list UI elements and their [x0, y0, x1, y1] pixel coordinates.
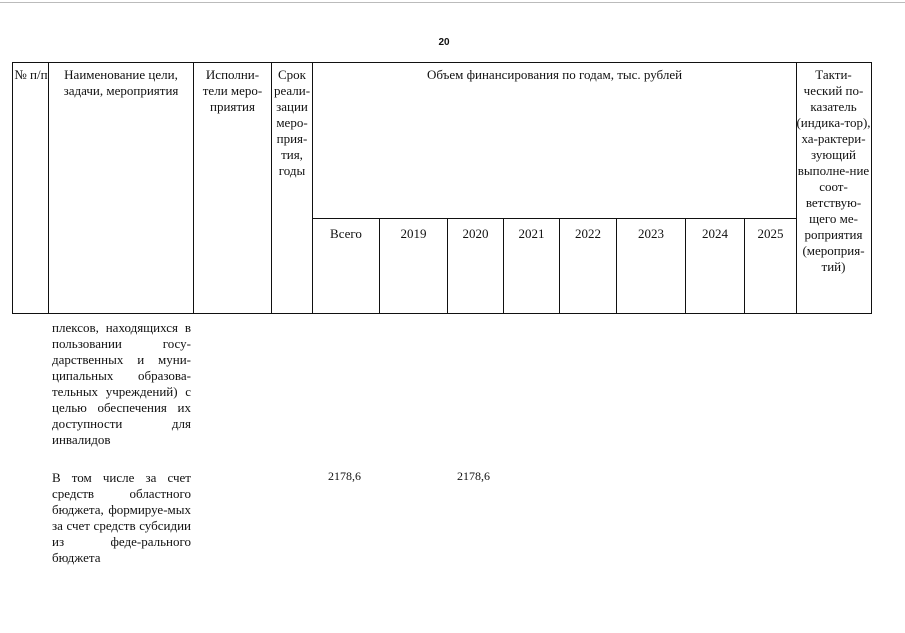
col-executors-header: Исполни-тели меро-приятия	[202, 67, 263, 114]
years-row-divider	[312, 218, 796, 219]
col-name-header: Наименование цели, задачи, мероприятия	[63, 67, 179, 98]
year-header-2025: 2025	[757, 226, 784, 241]
border-right	[871, 62, 872, 314]
row-regional-budget-name: В том числе за счет средств областного бюджета, формируе-мых за счет средств субсидии из феде-рального бюджета	[52, 470, 191, 565]
col-number-header: № п/п	[14, 67, 48, 82]
row-regional-budget-total: 2178,6	[328, 469, 361, 483]
divider-term	[312, 62, 313, 314]
row-measure-name-continued: плексов, находящихся в пользовании госу-дарственных и муни-ципальных образова-тельных учреждений) с целью обеспечения их доступности для инвалидов	[52, 320, 191, 447]
row-regional-budget-2020: 2178,6	[457, 469, 490, 483]
page-number: 20	[438, 37, 450, 48]
col-funding-header: Объем финансирования по годам, тыс. рублей	[426, 67, 683, 82]
col-term-header: Срок реали-зации меро-прия-тия, годы	[273, 67, 311, 178]
scan-top-rule	[0, 2, 905, 3]
header-bottom-border	[12, 313, 872, 314]
col-indicator-header: Такти-ческий по-казатель (индика-тор), ха-рактери-зующий выполне-ние соот-ветствую-щего ме-роприятия (мероприя-тий)	[796, 67, 871, 274]
header-top-border	[12, 62, 872, 63]
table-header	[12, 62, 872, 314]
border-left	[12, 62, 13, 314]
year-header-2024: 2024	[702, 226, 728, 241]
year-header-2023: 2023	[638, 226, 664, 241]
year-header-2021: 2021	[518, 226, 545, 241]
divider-number	[48, 62, 49, 314]
year-header-2022: 2022	[575, 226, 601, 241]
divider-name	[193, 62, 194, 314]
year-header-2019: 2019	[400, 226, 427, 241]
year-header-total: Всего	[330, 226, 362, 241]
year-header-2020: 2020	[462, 226, 489, 241]
